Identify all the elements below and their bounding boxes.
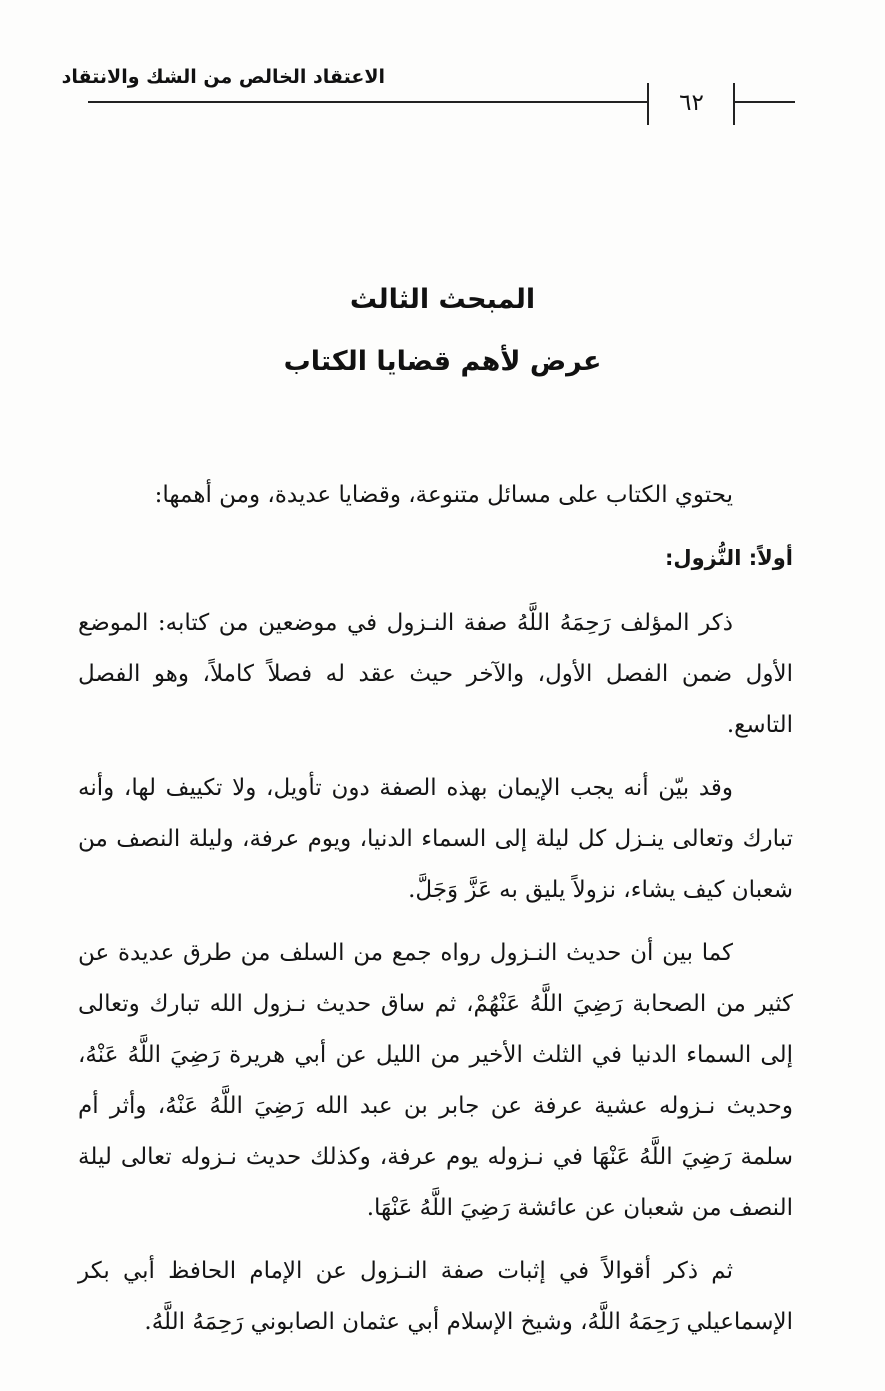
section-subtitle: عرض لأهم قضايا الكتاب <box>283 346 602 377</box>
page-number: ٦٢ <box>679 90 704 116</box>
paragraph-3: كما بين أن حديث النـزول رواه جمع من السلف من طرق عديدة عن كثير من الصحابة رَضِيَ اللَّهُ عَنْهُمْ، ثم ساق حديث نـزول الله تبارك وتعالى إلى السماء الدنيا في الثلث الأخير من الليل عن أبي هريرة رَضِيَ اللَّهُ عَنْهُ، وحديث نـزوله عشية عرفة عن جابر بن عبد الله رَضِيَ اللَّهُ عَنْهُ، وأثر أم سلمة رَضِيَ اللَّهُ عَنْهَا في نـزوله يوم عرفة، وكذلك حديث نـزوله تعالى ليلة النصف من شعبان عن عائشة رَضِيَ اللَّهُ عَنْهَا. <box>78 940 793 1221</box>
section-title: المبحث الثالث <box>349 284 536 315</box>
subheading-nuzul: أولاً: النُّزول: <box>665 546 793 570</box>
paragraph-1: ذكر المؤلف رَحِمَهُ اللَّهُ صفة النـزول في موضعين من كتابه: الموضع الأول ضمن الفصل الأول، والآخر حيث عقد له فصلاً كاملاً، وهو الفصل التاسع. <box>78 610 793 738</box>
intro-paragraph: يحتوي الكتاب على مسائل متنوعة، وقضايا عديدة، ومن أهمها: <box>154 482 733 508</box>
paragraph-2: وقد بيّن أنه يجب الإيمان بهذه الصفة دون تأويل، ولا تكييف لها، وأنه تبارك وتعالى ينـزل كل ليلة إلى السماء الدنيا، ويوم عرفة، وليلة النصف من شعبان كيف يشاء، نزولاً يليق به عَزَّ وَجَلَّ. <box>78 775 793 903</box>
page-number-divider-right <box>733 83 735 125</box>
paragraph-4: ثم ذكر أقوالاً في إثبات صفة النـزول عن الإمام الحافظ أبي بكر الإسماعيلي رَحِمَهُ اللَّهُ، وشيخ الإسلام أبي عثمان الصابوني رَحِمَهُ اللَّهُ. <box>78 1258 793 1335</box>
header-rule-right <box>735 101 795 103</box>
body-text <box>78 470 793 1360</box>
page-number-divider-left <box>647 83 649 125</box>
running-header-title: الاعتقاد الخالص من الشك والانتقاد <box>61 66 385 88</box>
header-rule-left <box>88 101 648 103</box>
